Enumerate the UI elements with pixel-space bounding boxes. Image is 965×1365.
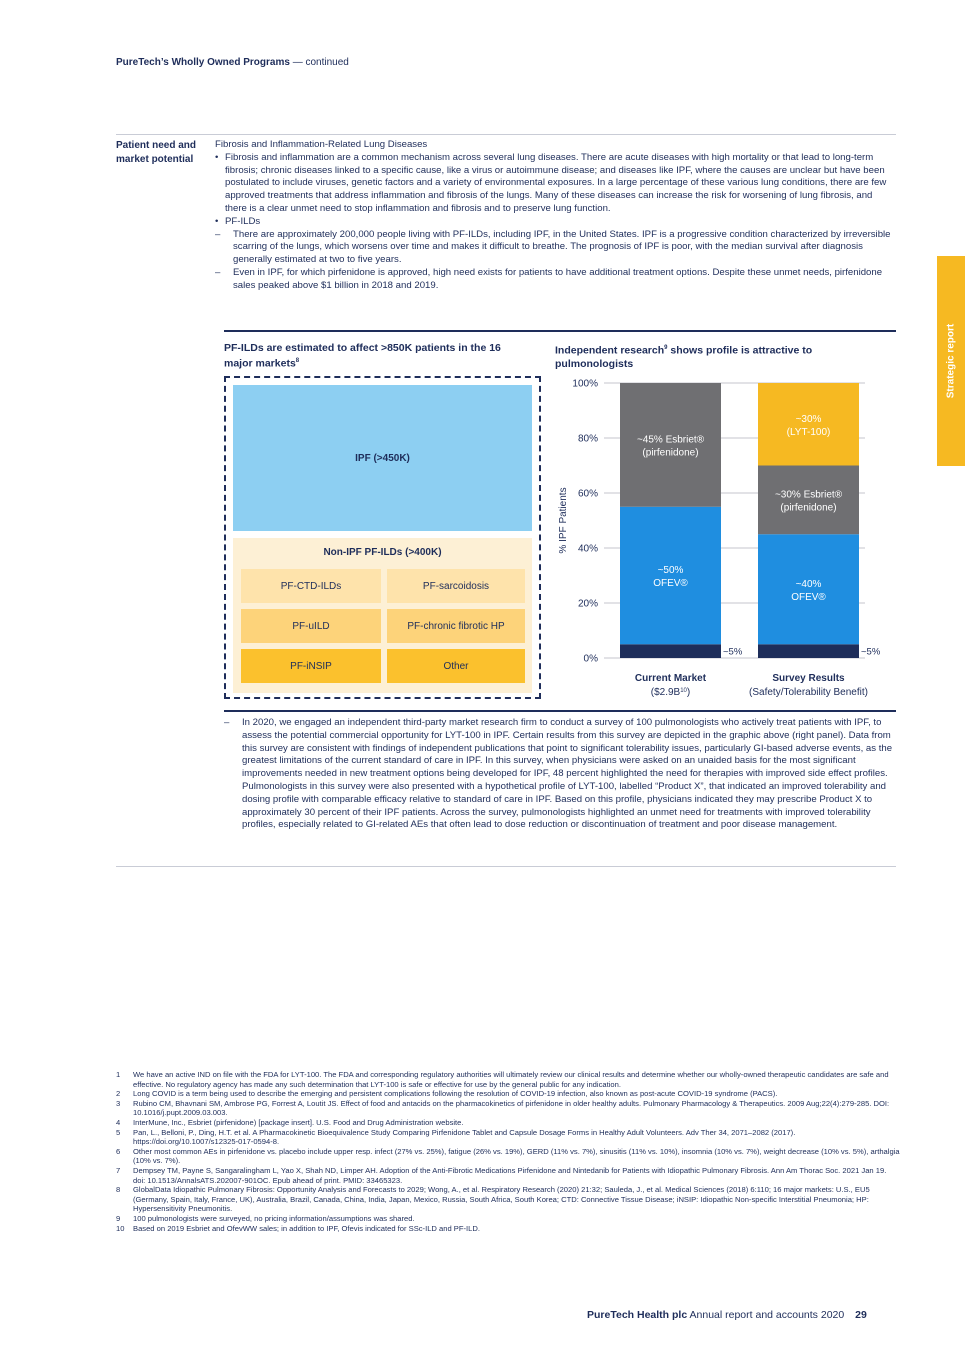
footnote-number: 3: [116, 1098, 121, 1108]
footnote-text: Based on 2019 Esbriet and OfevWW sales; in addition to IPF, Ofevis indicated for SSc-ILD and PF-ILD.: [133, 1223, 480, 1233]
section-side-tab[interactable]: [937, 256, 965, 466]
chart-title: [555, 342, 855, 371]
footnote-number: 4: [116, 1117, 121, 1127]
chart-x-category-label: Current Market: [634, 673, 707, 684]
footnote: [116, 1147, 900, 1166]
pf-ild-treemap: [224, 376, 541, 699]
footnotes: [116, 1070, 900, 1233]
chart-x-category-label: Survey Results: [772, 673, 845, 684]
footnote: [116, 1166, 900, 1185]
footnote: [116, 1128, 900, 1147]
chart-title-footnote: 9: [664, 345, 668, 351]
treemap-cell-label: PF-uILD: [292, 620, 330, 632]
chart-bar-segment: [758, 644, 859, 658]
section-divider-bottom: [116, 866, 896, 867]
chart-data-label: ~30%: [795, 413, 822, 425]
section-side-tab-label: Strategic report: [945, 323, 957, 399]
treemap-cell: [241, 569, 381, 603]
page-number: 29: [855, 1309, 867, 1321]
treemap-ipf-label: IPF (>450K): [355, 452, 410, 464]
footnote-number: 6: [116, 1146, 121, 1156]
treemap-title-text: PF-ILDs are estimated to affect >850K patients in the 16 major markets: [224, 342, 501, 370]
chart-footnote-marker: 10: [680, 688, 687, 694]
footnote-number: 1: [116, 1070, 121, 1079]
footnote-number: 9: [116, 1213, 121, 1223]
dash-unmet-need: – Even in IPF, for which pirfenidone is approved, high need exists for patients to have additional treatment options. Despite these unmet needs, pirfenidone sales peaked above $1 billion in 2018 and 2019.: [215, 267, 895, 293]
treemap-non-ipf-label: Non-IPF PF-ILDs (>400K): [323, 547, 442, 558]
chart-y-tick-label: 40%: [577, 543, 598, 555]
chart-title-rest: shows profile is attractive to pulmonologists: [555, 344, 813, 370]
footnote: [116, 1118, 900, 1128]
chart-data-label: OFEV®: [653, 578, 688, 589]
chart-y-tick-label: 20%: [577, 598, 598, 610]
chart-y-tick-label: 0%: [583, 653, 598, 665]
page-footer: [587, 1309, 867, 1321]
footnote-text: Long COVID is a term being used to describe the emerging and persistent complications following the resolution of COVID-19 infection, also known as post-acute COVID-19 syndrome (PACS).: [133, 1089, 778, 1099]
footnote: [116, 1214, 900, 1224]
chart-data-label: OFEV®: [791, 591, 826, 603]
treemap-cell-label: PF-iNSIP: [290, 660, 332, 672]
footnote: [116, 1099, 900, 1118]
footnote-number: 5: [116, 1127, 121, 1137]
footnote-number: 2: [116, 1089, 121, 1099]
treemap-cell-label: PF-sarcoidosis: [422, 580, 490, 592]
chart-data-label: ~30% Esbriet®: [774, 489, 843, 501]
chart-data-label: ~40%: [795, 578, 822, 590]
footnote-text: 100 pulmonologists were surveyed, no pricing information/assumptions was shared.: [133, 1213, 415, 1223]
treemap-cell: [387, 609, 525, 643]
footnote-text: InterMune, Inc., Esbriet (pirfenidone) [package insert]. U.S. Food and Drug Administration website.: [133, 1117, 464, 1127]
chart-bar-segment: [620, 644, 721, 658]
footnote-text: Dempsey TM, Payne S, Sangaralingham L, Yao X, Shah ND, Limper AH. Adoption of the Anti-Fibrotic Medications Pirfenidone and Nintedanib for Patients with Idiopathic Pulmonary Fibrosis. Ann Am Thorac Soc. 2021 Jan 19. doi: 10.1513/AnnalsATS.202007-901OC. Epub ahead of print. PMID: 33465323.: [133, 1165, 887, 1185]
chart-data-label: ~50%: [657, 565, 684, 576]
bullet-fibrosis: • Fibrosis and inflammation are a common mechanism across several lung diseases. There are acute diseases with high mortality or that lead to long-term fibrosis; chronic diseases linked to a specific cause, like a virus or autoimmune disease; and diseases like IPF, where the causes are unclear but have been postulated to include viruses, genetic factors and a variety of environmental exposures. In a large percentage of these various lung conditions, there are few approved treatments that address inflammation and fibrosis of the lungs. Many of these diseases can increase the risk for worsening of lung fibrosis, and there is a clear unmet need to stop inflammation and fibrosis and to preserve lung function.: [215, 152, 895, 216]
footer-company: PureTech Health plc: [587, 1309, 688, 1321]
running-header: [116, 57, 349, 68]
intro-heading: Fibrosis and Inflammation-Related Lung Diseases: [215, 139, 428, 150]
treemap-title-footnote: 8: [295, 358, 300, 364]
chart-y-tick-label: 80%: [577, 433, 598, 445]
footnote-text: We have an active IND on file with the FDA for LYT-100. The FDA and corresponding regulatory authorities will ultimately review our clinical results and determine whether our wholly-owned therapeutic candidates are safe and effective. No regulatory agency has made any such determination that LYT-100 is safe or effective for use by the general public for any indication.: [133, 1070, 889, 1089]
footnote: [116, 1224, 900, 1234]
bullet-pf-ilds: • PF-ILDs: [215, 216, 895, 229]
chart-data-label: (pirfenidone): [780, 502, 837, 514]
dash-prevalence: – There are approximately 200,000 people living with PF-ILDs, including IPF, in the United States. IPF is a progressive condition characterized by irreversible scarring of the lungs, which worsens over time and makes it difficult to breathe. The prognosis of IPF is poor, with the median survival after diagnosis generally estimated at two to five years.: [215, 229, 895, 267]
chart-data-label: (LYT-100): [786, 426, 831, 438]
footnote-text: Rubino CM, Bhavnani SM, Ambrose PG, Forrest A, Loutit JS. Effect of food and antacids on the pharmacokinetics of pirfenidone in older healthy adults. Pulmonary Pharmacology & Therapeutics. 2009 Aug;22(4):279-285. DOI: 10.1016/j.pupt.2009.03.003.: [133, 1098, 890, 1118]
chart-data-label: ~5%: [861, 646, 881, 658]
chart-paren-close: ): [686, 687, 691, 698]
treemap-ipf: [233, 385, 532, 531]
running-header-title: PureTech’s Wholly Owned Programs: [116, 57, 290, 68]
panel-divider-bottom: [224, 710, 896, 712]
footnote: [116, 1070, 900, 1089]
treemap-cell-label: PF-chronic fibrotic HP: [407, 620, 505, 632]
treemap-cell: [241, 649, 381, 683]
intro-text-block: [215, 139, 895, 293]
section-label: Patient need and market potential: [116, 140, 197, 165]
running-header-continued: — continued: [289, 57, 349, 68]
survey-text-block: [224, 717, 896, 832]
footnote-text: Other most common AEs in pirfenidone vs. placebo include upper resp. infect (27% vs. 25%), fatigue (26% vs. 19%), GERD (11% vs. 7%), sinusitis (11% vs. 10%), insomnia (10% vs. 7%), weight decrease (10% vs. 5%), arthalgia (10% vs. 7%).: [133, 1146, 900, 1166]
chart-y-axis-label: % IPF Patients: [558, 487, 569, 554]
treemap-title: [224, 342, 524, 371]
footnote-text: GlobalData Idiopathic Pulmonary Fibrosis: Opportunity Analysis and Forecasts to 2029; Wong, A., et al. Respiratory Research (2020) 21:32; Sauleda, J., et al. Medical Sciences (2018) 6:110; 16 major markets: U.S., EU5 (Germany, Spain, Italy, France, UK), Australia, Brazil, Canada, China, India, Japan, Mexico, Russia, South Africa, South Korea; CTD: Connective Tissue Disease; iNSIP: Idiopathic Non-specific Interstitial Pneumonia; HP: Hypersensitivity Pneumonitis.: [133, 1185, 870, 1214]
panel-divider-top: [224, 330, 896, 332]
treemap-cell-label: PF-CTD-ILDs: [280, 580, 342, 592]
footnote-text: Pan, L., Belloni, P., Ding, H.T. et al. A Pharmacokinetic Bioequivalence Study Comparing Pirfenidone Tablet and Capsule Dosage Forms in Healthy Adult Volunteers. Adv Ther 34, 2071–2082 (2017). https://doi.org/10.1007/s12325-017-0594-8.: [133, 1127, 796, 1147]
treemap-cell: [387, 649, 525, 683]
ipf-market-stacked-bar-chart: [545, 372, 895, 702]
footnote-number: 10: [116, 1223, 125, 1233]
treemap-cell-label: Other: [443, 660, 469, 672]
chart-title-text: Independent research: [555, 344, 665, 357]
chart-data-label: (pirfenidone): [642, 447, 699, 459]
chart-data-label: ~45% Esbriet®: [636, 434, 705, 446]
chart-x-category-sublabel: $(\$2.9B^{10})$: [650, 687, 691, 698]
chart-data-label: ~5%: [723, 646, 743, 658]
footnote-number: 8: [116, 1185, 121, 1195]
footnote-number: 7: [116, 1165, 121, 1175]
chart-x-category-sublabel: (Safety/Tolerability Benefit): [749, 687, 868, 698]
chart-y-tick-label: 100%: [572, 378, 598, 390]
chart-y-tick-label: 60%: [577, 488, 598, 500]
treemap-cell: [241, 609, 381, 643]
footer-report: Annual report and accounts 2020: [689, 1309, 845, 1321]
footnote: [116, 1089, 900, 1099]
treemap-cell: [387, 569, 525, 603]
footnote: [116, 1185, 900, 1214]
section-divider-top: [116, 134, 896, 135]
dash-survey: – In 2020, we engaged an independent third-party market research firm to conduct a survey of 100 pulmonologists who actively treat patients with IPF, to assess the potential commercial opportunity for LYT-100 in IPF. Certain results from this survey are depicted in the graphic above (right panel). Data from this survey are consistent with findings of independent publications that point to significant tolerability issues, particularly GI-based adverse events, as the greatest limitations of the current standard of care in IPF. In this survey, when physicians were asked on an unaided basis for the most significant improvements needed in new treatment options being developed for IPF, 48 percent highlighted the need for therapies with improved side effect profiles. Pulmonologists in this survey were also presented with a hypothetical profile of LYT-100, labelled “Product X”, that indicated an improved tolerability and dosing profile with comparable efficacy relative to standard of care in IPF. Based on this profile, physicians indicated they may prescribe Product X to approximately 30 percent of their IPF patients. Across the survey, pulmonologists highlighted an unmet need for treatments with improved tolerability profiles, especially related to GI-related AEs that often lead to dose reduction or discontinuation of treatment and poor disease management.: [224, 717, 896, 832]
